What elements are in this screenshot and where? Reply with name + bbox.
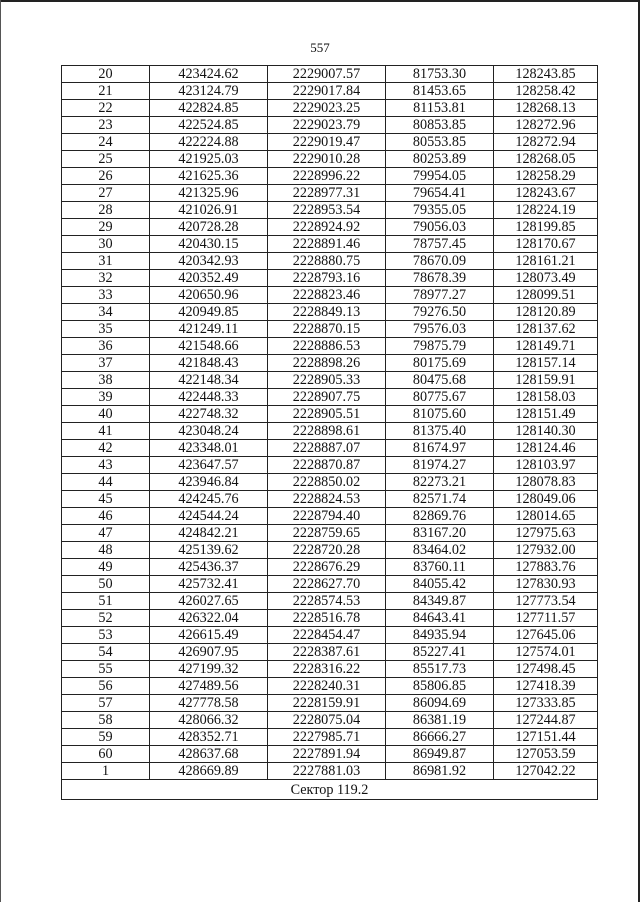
coord-x2-cell: 78757.45 (386, 236, 494, 253)
point-number-cell: 44 (62, 474, 150, 491)
scan-edge-top (0, 0, 640, 2)
coord-y-cell: 2228823.46 (268, 287, 386, 304)
coord-x-cell: 423946.84 (150, 474, 268, 491)
coord-y2-cell: 128243.67 (494, 185, 598, 202)
coord-x-cell: 422224.88 (150, 134, 268, 151)
table-footer-row (62, 780, 598, 800)
table-row (62, 695, 598, 712)
coord-x2-cell: 85227.41 (386, 644, 494, 661)
table-row (62, 406, 598, 423)
coord-y2-cell: 128049.06 (494, 491, 598, 508)
table-row (62, 474, 598, 491)
table-row (62, 627, 598, 644)
coord-x-cell: 422148.34 (150, 372, 268, 389)
coord-x2-cell: 82273.21 (386, 474, 494, 491)
coord-y2-cell: 128151.49 (494, 406, 598, 423)
coord-y-cell: 2228924.92 (268, 219, 386, 236)
coord-y2-cell: 128073.49 (494, 270, 598, 287)
coord-x2-cell: 78977.27 (386, 287, 494, 304)
coord-x-cell: 426322.04 (150, 610, 268, 627)
table-row (62, 338, 598, 355)
coord-y-cell: 2228793.16 (268, 270, 386, 287)
coord-x-cell: 420430.15 (150, 236, 268, 253)
coord-y2-cell: 128159.91 (494, 372, 598, 389)
coord-x2-cell: 79355.05 (386, 202, 494, 219)
coord-y-cell: 2228905.51 (268, 406, 386, 423)
coord-x-cell: 424842.21 (150, 525, 268, 542)
coord-y-cell: 2228794.40 (268, 508, 386, 525)
table-row (62, 253, 598, 270)
coord-x2-cell: 81974.27 (386, 457, 494, 474)
coord-x-cell: 425732.41 (150, 576, 268, 593)
coord-x-cell: 424544.24 (150, 508, 268, 525)
point-number-cell: 52 (62, 610, 150, 627)
coord-x2-cell: 86949.87 (386, 746, 494, 763)
coord-y-cell: 2228953.54 (268, 202, 386, 219)
coord-x2-cell: 86381.19 (386, 712, 494, 729)
coord-x-cell: 424245.76 (150, 491, 268, 508)
coord-x-cell: 423124.79 (150, 83, 268, 100)
coord-y-cell: 2228849.13 (268, 304, 386, 321)
coord-x-cell: 423348.01 (150, 440, 268, 457)
point-number-cell: 54 (62, 644, 150, 661)
coord-x-cell: 422748.32 (150, 406, 268, 423)
coord-y2-cell: 128157.14 (494, 355, 598, 372)
coord-y2-cell: 127711.57 (494, 610, 598, 627)
coord-x2-cell: 79276.50 (386, 304, 494, 321)
table-row (62, 134, 598, 151)
coord-y-cell: 2228907.75 (268, 389, 386, 406)
coord-y-cell: 2228516.78 (268, 610, 386, 627)
coord-y-cell: 2228159.91 (268, 695, 386, 712)
coord-y-cell: 2228627.70 (268, 576, 386, 593)
coord-x-cell: 427199.32 (150, 661, 268, 678)
coord-y-cell: 2228905.33 (268, 372, 386, 389)
point-number-cell: 33 (62, 287, 150, 304)
point-number-cell: 58 (62, 712, 150, 729)
coord-x-cell: 428669.89 (150, 763, 268, 780)
table-row (62, 83, 598, 100)
coord-y-cell: 2228387.61 (268, 644, 386, 661)
coord-y2-cell: 128149.71 (494, 338, 598, 355)
point-number-cell: 39 (62, 389, 150, 406)
coord-y-cell: 2228075.04 (268, 712, 386, 729)
coord-y2-cell: 127244.87 (494, 712, 598, 729)
coord-y2-cell: 128199.85 (494, 219, 598, 236)
table-row (62, 729, 598, 746)
coord-x2-cell: 81375.40 (386, 423, 494, 440)
coord-y-cell: 2228891.46 (268, 236, 386, 253)
coord-x2-cell: 81674.97 (386, 440, 494, 457)
point-number-cell: 56 (62, 678, 150, 695)
coord-x2-cell: 83760.11 (386, 559, 494, 576)
coord-x-cell: 421548.66 (150, 338, 268, 355)
coord-x-cell: 420342.93 (150, 253, 268, 270)
table-row (62, 355, 598, 372)
table-row (62, 491, 598, 508)
coord-x2-cell: 82571.74 (386, 491, 494, 508)
coord-x2-cell: 83464.02 (386, 542, 494, 559)
point-number-cell: 20 (62, 66, 150, 83)
point-number-cell: 47 (62, 525, 150, 542)
table-row (62, 525, 598, 542)
table-row (62, 593, 598, 610)
table-row (62, 270, 598, 287)
coord-x2-cell: 81075.60 (386, 406, 494, 423)
coord-x2-cell: 84055.42 (386, 576, 494, 593)
coord-y2-cell: 128140.30 (494, 423, 598, 440)
coord-x-cell: 420949.85 (150, 304, 268, 321)
table-row (62, 321, 598, 338)
coord-y-cell: 2228898.26 (268, 355, 386, 372)
point-number-cell: 49 (62, 559, 150, 576)
coord-x2-cell: 82869.76 (386, 508, 494, 525)
point-number-cell: 45 (62, 491, 150, 508)
table-row (62, 508, 598, 525)
coord-x-cell: 422448.33 (150, 389, 268, 406)
coord-x2-cell: 81153.81 (386, 100, 494, 117)
coord-y2-cell: 128258.42 (494, 83, 598, 100)
point-number-cell: 51 (62, 593, 150, 610)
table-row (62, 746, 598, 763)
coord-x2-cell: 79056.03 (386, 219, 494, 236)
coord-x-cell: 422524.85 (150, 117, 268, 134)
coord-y-cell: 2228977.31 (268, 185, 386, 202)
point-number-cell: 55 (62, 661, 150, 678)
coord-y-cell: 2228759.65 (268, 525, 386, 542)
point-number-cell: 40 (62, 406, 150, 423)
table-row (62, 100, 598, 117)
coord-y2-cell: 128103.97 (494, 457, 598, 474)
coord-y2-cell: 127883.76 (494, 559, 598, 576)
table-row (62, 457, 598, 474)
coord-y-cell: 2228996.22 (268, 168, 386, 185)
table-row (62, 372, 598, 389)
point-number-cell: 43 (62, 457, 150, 474)
coord-y2-cell: 128258.29 (494, 168, 598, 185)
coord-y-cell: 2229023.25 (268, 100, 386, 117)
point-number-cell: 29 (62, 219, 150, 236)
table-row (62, 389, 598, 406)
coord-x-cell: 425436.37 (150, 559, 268, 576)
coord-x2-cell: 79576.03 (386, 321, 494, 338)
coord-y2-cell: 128224.19 (494, 202, 598, 219)
point-number-cell: 24 (62, 134, 150, 151)
point-number-cell: 28 (62, 202, 150, 219)
table-row (62, 304, 598, 321)
coord-x2-cell: 80175.69 (386, 355, 494, 372)
coord-y-cell: 2229023.79 (268, 117, 386, 134)
coord-x-cell: 421925.03 (150, 151, 268, 168)
coord-y2-cell: 128268.13 (494, 100, 598, 117)
coord-x2-cell: 86666.27 (386, 729, 494, 746)
coord-y2-cell: 128272.96 (494, 117, 598, 134)
coord-y-cell: 2229007.57 (268, 66, 386, 83)
point-number-cell: 57 (62, 695, 150, 712)
coord-y2-cell: 128268.05 (494, 151, 598, 168)
coord-y-cell: 2228850.02 (268, 474, 386, 491)
coord-y2-cell: 128124.46 (494, 440, 598, 457)
table-row (62, 610, 598, 627)
coord-y2-cell: 127975.63 (494, 525, 598, 542)
coord-x-cell: 423048.24 (150, 423, 268, 440)
coord-y2-cell: 128243.85 (494, 66, 598, 83)
point-number-cell: 42 (62, 440, 150, 457)
point-number-cell: 32 (62, 270, 150, 287)
coord-x2-cell: 80553.85 (386, 134, 494, 151)
table-row (62, 576, 598, 593)
coord-y-cell: 2228880.75 (268, 253, 386, 270)
coord-y2-cell: 128272.94 (494, 134, 598, 151)
point-number-cell: 22 (62, 100, 150, 117)
coord-y-cell: 2228574.53 (268, 593, 386, 610)
coord-y2-cell: 127418.39 (494, 678, 598, 695)
coord-y2-cell: 128120.89 (494, 304, 598, 321)
coord-x-cell: 421325.96 (150, 185, 268, 202)
point-number-cell: 21 (62, 83, 150, 100)
coord-y-cell: 2229010.28 (268, 151, 386, 168)
point-number-cell: 30 (62, 236, 150, 253)
coord-y2-cell: 128078.83 (494, 474, 598, 491)
coord-x2-cell: 80253.89 (386, 151, 494, 168)
coord-x2-cell: 84643.41 (386, 610, 494, 627)
coord-x2-cell: 79875.79 (386, 338, 494, 355)
coord-x-cell: 428066.32 (150, 712, 268, 729)
point-number-cell: 60 (62, 746, 150, 763)
coord-y-cell: 2228454.47 (268, 627, 386, 644)
point-number-cell: 34 (62, 304, 150, 321)
coord-y2-cell: 128161.21 (494, 253, 598, 270)
coord-x-cell: 421026.91 (150, 202, 268, 219)
coord-x-cell: 428352.71 (150, 729, 268, 746)
coord-x2-cell: 79954.05 (386, 168, 494, 185)
table-row (62, 168, 598, 185)
coord-x2-cell: 80475.68 (386, 372, 494, 389)
coord-y-cell: 2228898.61 (268, 423, 386, 440)
coord-x-cell: 426027.65 (150, 593, 268, 610)
point-number-cell: 31 (62, 253, 150, 270)
point-number-cell: 50 (62, 576, 150, 593)
coord-y-cell: 2228887.07 (268, 440, 386, 457)
coord-x-cell: 427778.58 (150, 695, 268, 712)
point-number-cell: 23 (62, 117, 150, 134)
coord-x2-cell: 81453.65 (386, 83, 494, 100)
coord-x-cell: 420650.96 (150, 287, 268, 304)
point-number-cell: 27 (62, 185, 150, 202)
table-row (62, 185, 598, 202)
coord-x-cell: 423647.57 (150, 457, 268, 474)
point-number-cell: 59 (62, 729, 150, 746)
coord-y2-cell: 127042.22 (494, 763, 598, 780)
coord-x2-cell: 78670.09 (386, 253, 494, 270)
sector-label: Сектор 119.2 (62, 780, 598, 800)
coord-x-cell: 420352.49 (150, 270, 268, 287)
coord-x-cell: 427489.56 (150, 678, 268, 695)
table-row (62, 440, 598, 457)
coord-x-cell: 425139.62 (150, 542, 268, 559)
table-row (62, 219, 598, 236)
coord-x-cell: 420728.28 (150, 219, 268, 236)
point-number-cell: 41 (62, 423, 150, 440)
coord-y-cell: 2227985.71 (268, 729, 386, 746)
coord-x-cell: 422824.85 (150, 100, 268, 117)
coord-x-cell: 421848.43 (150, 355, 268, 372)
coordinates-table-body (62, 66, 598, 780)
point-number-cell: 36 (62, 338, 150, 355)
table-row (62, 151, 598, 168)
coord-x2-cell: 84935.94 (386, 627, 494, 644)
point-number-cell: 26 (62, 168, 150, 185)
table-row (62, 202, 598, 219)
table-row (62, 763, 598, 780)
coord-y-cell: 2229019.47 (268, 134, 386, 151)
coord-x2-cell: 86981.92 (386, 763, 494, 780)
point-number-cell: 35 (62, 321, 150, 338)
coord-y-cell: 2228886.53 (268, 338, 386, 355)
coord-y-cell: 2228870.87 (268, 457, 386, 474)
table-row (62, 236, 598, 253)
coord-y2-cell: 127333.85 (494, 695, 598, 712)
coord-y-cell: 2228870.15 (268, 321, 386, 338)
coord-x2-cell: 86094.69 (386, 695, 494, 712)
coord-y2-cell: 128170.67 (494, 236, 598, 253)
coord-y2-cell: 127498.45 (494, 661, 598, 678)
coord-y2-cell: 127645.06 (494, 627, 598, 644)
page-number: 557 (310, 40, 330, 55)
coord-x2-cell: 79654.41 (386, 185, 494, 202)
coordinates-table (61, 65, 598, 800)
scan-edge-left (0, 0, 1, 902)
point-number-cell: 38 (62, 372, 150, 389)
table-row (62, 661, 598, 678)
coord-y2-cell: 128158.03 (494, 389, 598, 406)
coord-x2-cell: 80775.67 (386, 389, 494, 406)
coord-y2-cell: 127053.59 (494, 746, 598, 763)
coord-x-cell: 426615.49 (150, 627, 268, 644)
table-row (62, 559, 598, 576)
table-row (62, 423, 598, 440)
coord-y2-cell: 127574.01 (494, 644, 598, 661)
point-number-cell: 53 (62, 627, 150, 644)
coord-y-cell: 2228824.53 (268, 491, 386, 508)
table-row (62, 287, 598, 304)
coord-x2-cell: 84349.87 (386, 593, 494, 610)
table-row (62, 678, 598, 695)
coord-y2-cell: 128014.65 (494, 508, 598, 525)
coord-y-cell: 2227881.03 (268, 763, 386, 780)
coord-x2-cell: 83167.20 (386, 525, 494, 542)
coord-x-cell: 426907.95 (150, 644, 268, 661)
coord-y-cell: 2228316.22 (268, 661, 386, 678)
table-row (62, 117, 598, 134)
coord-y2-cell: 127932.00 (494, 542, 598, 559)
coord-y-cell: 2229017.84 (268, 83, 386, 100)
coord-y-cell: 2227891.94 (268, 746, 386, 763)
coord-y2-cell: 127151.44 (494, 729, 598, 746)
table-row (62, 542, 598, 559)
coord-x2-cell: 80853.85 (386, 117, 494, 134)
coord-y2-cell: 127830.93 (494, 576, 598, 593)
coord-x-cell: 421249.11 (150, 321, 268, 338)
coord-y2-cell: 128137.62 (494, 321, 598, 338)
point-number-cell: 37 (62, 355, 150, 372)
coord-x2-cell: 85806.85 (386, 678, 494, 695)
point-number-cell: 1 (62, 763, 150, 780)
table-row (62, 644, 598, 661)
coord-y2-cell: 128099.51 (494, 287, 598, 304)
table-row (62, 66, 598, 83)
coord-y-cell: 2228676.29 (268, 559, 386, 576)
point-number-cell: 25 (62, 151, 150, 168)
coord-y-cell: 2228720.28 (268, 542, 386, 559)
coord-x-cell: 423424.62 (150, 66, 268, 83)
point-number-cell: 46 (62, 508, 150, 525)
coord-y-cell: 2228240.31 (268, 678, 386, 695)
coord-y2-cell: 127773.54 (494, 593, 598, 610)
coord-x2-cell: 78678.39 (386, 270, 494, 287)
coord-x2-cell: 85517.73 (386, 661, 494, 678)
coord-x-cell: 421625.36 (150, 168, 268, 185)
point-number-cell: 48 (62, 542, 150, 559)
table-row (62, 712, 598, 729)
coord-x-cell: 428637.68 (150, 746, 268, 763)
coord-x2-cell: 81753.30 (386, 66, 494, 83)
